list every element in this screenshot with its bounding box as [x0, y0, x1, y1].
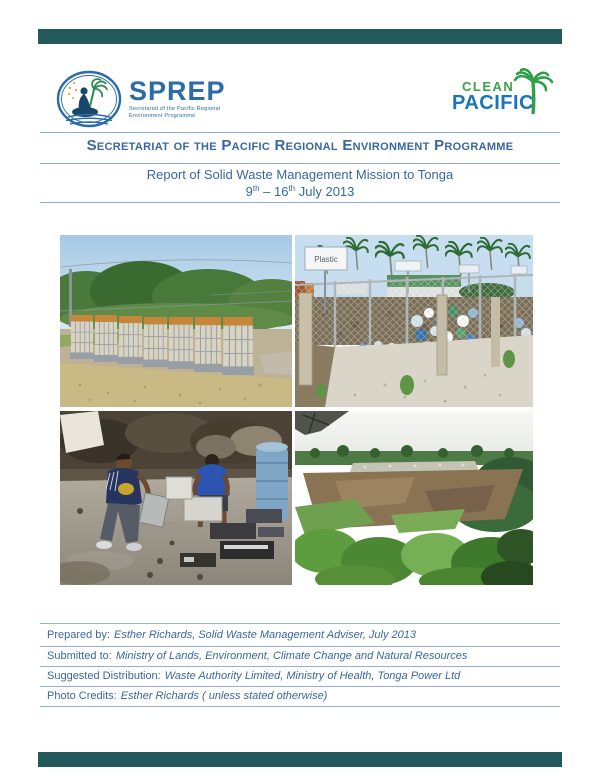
divider-line	[40, 163, 560, 164]
sprep-tagline-line1: Secretariat of the Pacific Regional	[129, 106, 221, 112]
photo-landfill-vista	[295, 411, 533, 585]
date-ordinal-2: th	[288, 184, 296, 193]
report-date	[0, 184, 600, 199]
date-separator: –	[259, 184, 274, 199]
top-accent-bar	[38, 29, 562, 44]
clean-pacific-word-pacific: PACIFIC	[452, 92, 535, 114]
date-tail: July 2013	[295, 184, 355, 199]
sprep-tagline-line2: Environment Programme	[129, 112, 196, 119]
footer-credits-table	[40, 623, 560, 707]
clean-pacific-word-clean: CLEAN	[462, 79, 515, 94]
plastic-sign-label: Plastic	[314, 255, 338, 264]
photo-plastic-cages	[295, 235, 533, 407]
photo-ewaste-workshop	[60, 411, 292, 585]
sprep-logo	[56, 70, 226, 128]
divider-line	[40, 132, 560, 133]
photo-ibc-containers	[60, 235, 292, 407]
foreground-shrubs	[295, 529, 533, 585]
clean-pacific-logo	[452, 72, 562, 130]
footer-value: Ministry of Lands, Environment, Climate Change and Natural Resources	[115, 650, 468, 662]
photo-grid	[60, 235, 533, 585]
organisation-title: Secretariat of the Pacific Regional Environment Programme	[86, 137, 514, 154]
footer-label: Suggested Distribution:	[47, 670, 161, 682]
date-day-start: 9	[245, 184, 253, 199]
footer-value: Esther Richards ( unless stated otherwise)	[120, 690, 328, 702]
footer-label: Prepared by:	[47, 629, 110, 641]
footer-row-photo-credits	[40, 686, 560, 706]
date-ordinal-1: th	[252, 184, 260, 193]
footer-label: Submitted to:	[47, 650, 112, 662]
report-title: Report of Solid Waste Management Mission to Tonga	[146, 167, 454, 182]
divider-line	[40, 202, 560, 203]
footer-row-prepared-by	[40, 623, 560, 646]
footer-label: Photo Credits:	[47, 690, 117, 702]
sprep-acronym: SPREP	[129, 76, 226, 106]
footer-value: Waste Authority Limited, Ministry of Health, Tonga Power Ltd	[164, 670, 461, 682]
date-day-end: 16	[273, 184, 289, 199]
palm-tree-icon	[512, 68, 554, 116]
footer-value: Esther Richards, Solid Waste Management Adviser, July 2013	[113, 629, 417, 641]
footer-row-suggested-distribution	[40, 666, 560, 686]
sprep-emblem-icon	[56, 70, 122, 128]
bottom-accent-bar	[38, 752, 562, 767]
footer-row-submitted-to	[40, 646, 560, 666]
